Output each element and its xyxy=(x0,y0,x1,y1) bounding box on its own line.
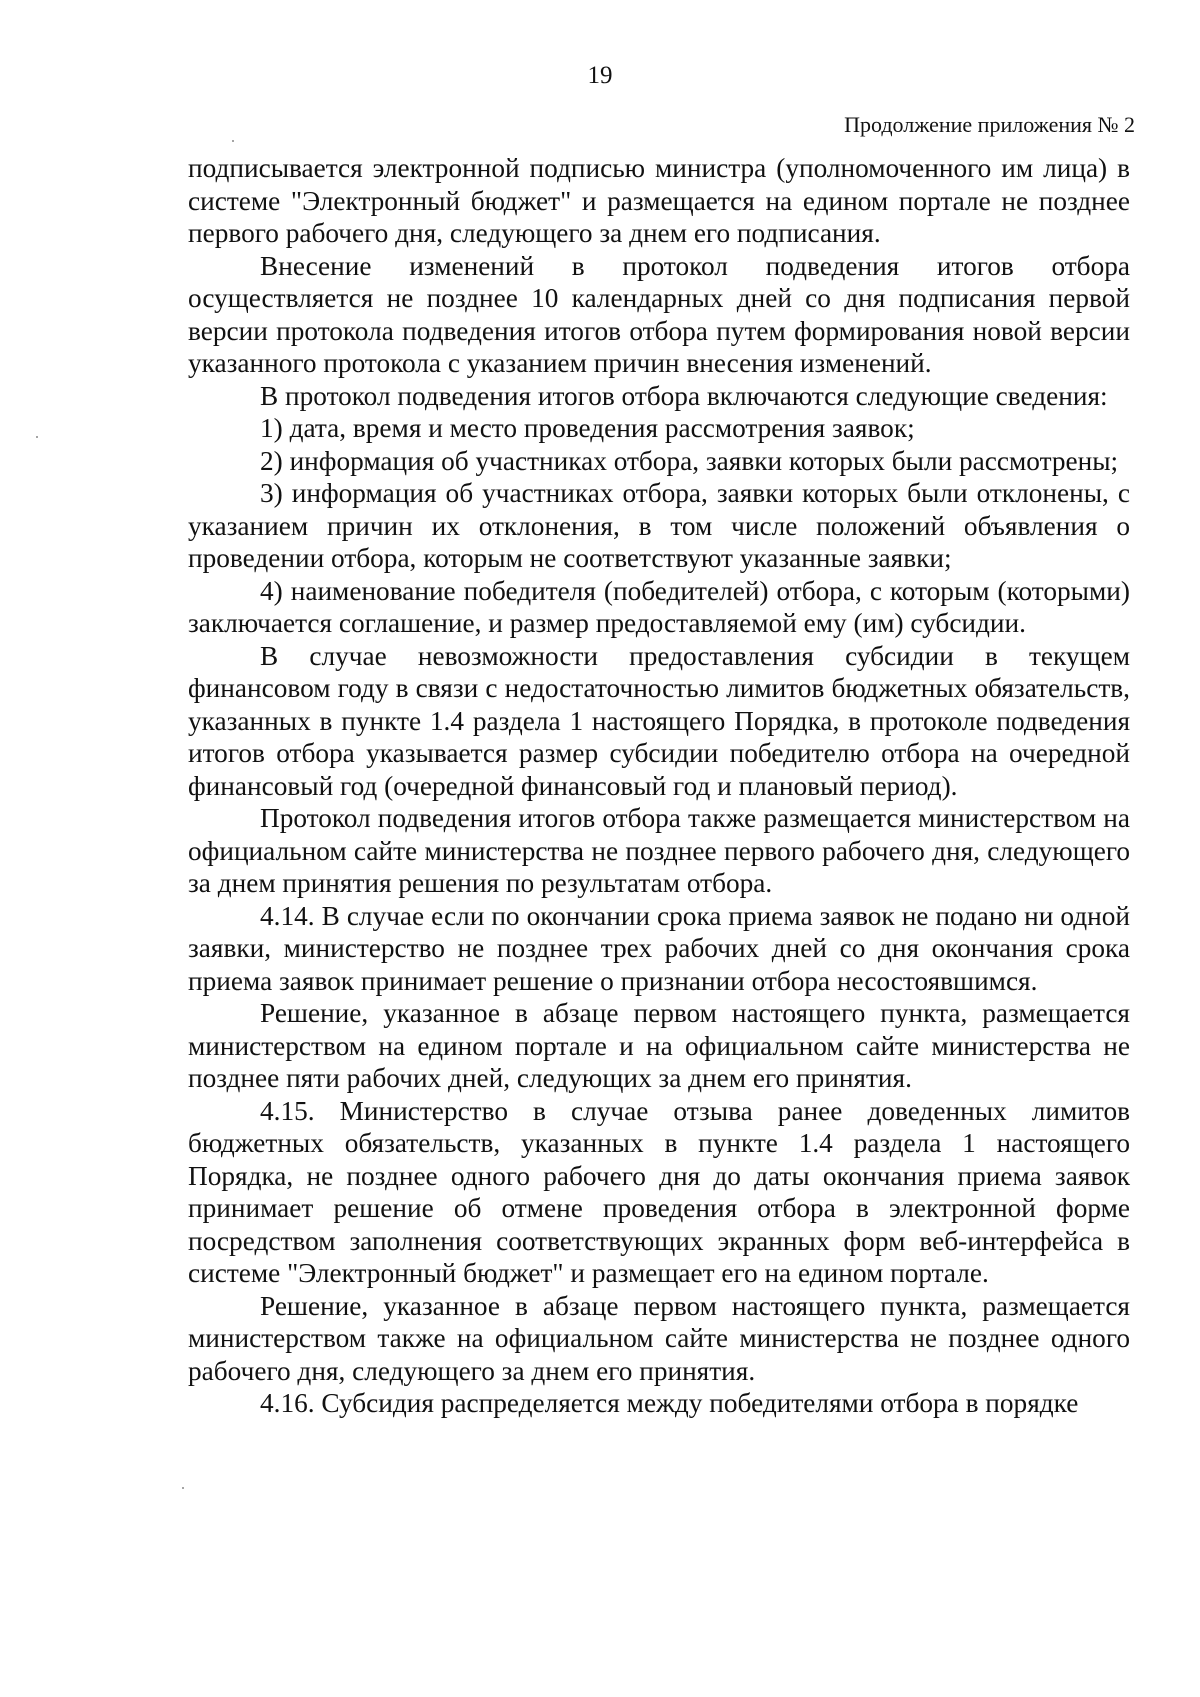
paragraph: Протокол подведения итогов отбора также размещается министерством на официальном сайте министерства не позднее первого рабочего дня, следующего за днем принятия решения по результатам отбора. xyxy=(188,803,1130,898)
scan-speck xyxy=(36,436,38,438)
list-item: 2) информация об участниках отбора, заявки которых были рассмотрены; xyxy=(260,445,1119,476)
paragraph: Решение, указанное в абзаце первом настоящего пункта, размещается министерством также на официальном сайте министерства не позднее одного рабочего дня, следующего за днем его принятия. xyxy=(188,1290,1130,1386)
paragraph: подписывается электронной подписью министра (уполномоченного им лица) в системе "Электронный бюджет" и размещается на едином портале не позднее первого рабочего дня, следующего за днем его подписания. xyxy=(188,153,1130,248)
scan-speck xyxy=(232,140,234,142)
clause-4-16: 4.16. Субсидия распределяется между победителями отбора в порядке xyxy=(260,1388,1079,1418)
clause-4-15: 4.15. Министерство в случае отзыва ранее доведенных лимитов бюджетных обязательств, указанных в пункте 1.4 раздела 1 настоящего Порядка, не позднее одного рабочего дня до даты окончания приема заявок принимает решение об отмене проведения отбора в электронной форме посредством заполнения соответствующих экранных форм веб-интерфейса в системе "Электронный бюджет" и размещает его на едином портале. xyxy=(188,1095,1130,1288)
clause-4-14: 4.14. В случае если по окончании срока приема заявок не подано ни одной заявки, министерство не позднее трех рабочих дней со дня окончания срока приема заявок принимает решение о признании отбора несостоявшимся. xyxy=(188,900,1130,996)
document-body xyxy=(188,152,1130,1420)
list-item: 3) информация об участниках отбора, заявки которых были отклонены, с указанием причин их отклонения, в том числе положений объявления о проведении отбора, которым не соответствуют указанные заявки; xyxy=(188,478,1130,573)
header-note: Продолжение приложения № 2 xyxy=(844,112,1135,137)
scan-speck xyxy=(182,1487,184,1489)
paragraph: Внесение изменений в протокол подведения итогов отбора осуществляется не позднее 10 календарных дней со дня подписания первой версии протокола подведения итогов отбора путем формирования новой версии указанного протокола с указанием причин внесения изменений. xyxy=(188,250,1130,378)
paragraph: В протокол подведения итогов отбора включаются следующие сведения: xyxy=(260,380,1108,411)
page-number: 19 xyxy=(587,62,613,89)
list-item: 1) дата, время и место проведения рассмотрения заявок; xyxy=(260,413,915,443)
paragraph: Решение, указанное в абзаце первом настоящего пункта, размещается министерством на едином портале и на официальном сайте министерства не позднее пяти рабочих дней, следующих за днем его принятия. xyxy=(188,998,1130,1093)
list-item: 4) наименование победителя (победителей) отбора, с которым (которыми) заключается соглашение, и размер предоставляемой ему (им) субсидии. xyxy=(188,575,1130,638)
paragraph: В случае невозможности предоставления субсидии в текущем финансовом году в связи с недостаточностью лимитов бюджетных обязательств, указанных в пункте 1.4 раздела 1 настоящего Порядка, в протоколе подведения итогов отбора указывается размер субсидии победителю отбора на очередной финансовый год (очередной финансовый год и плановый период). xyxy=(188,640,1130,801)
